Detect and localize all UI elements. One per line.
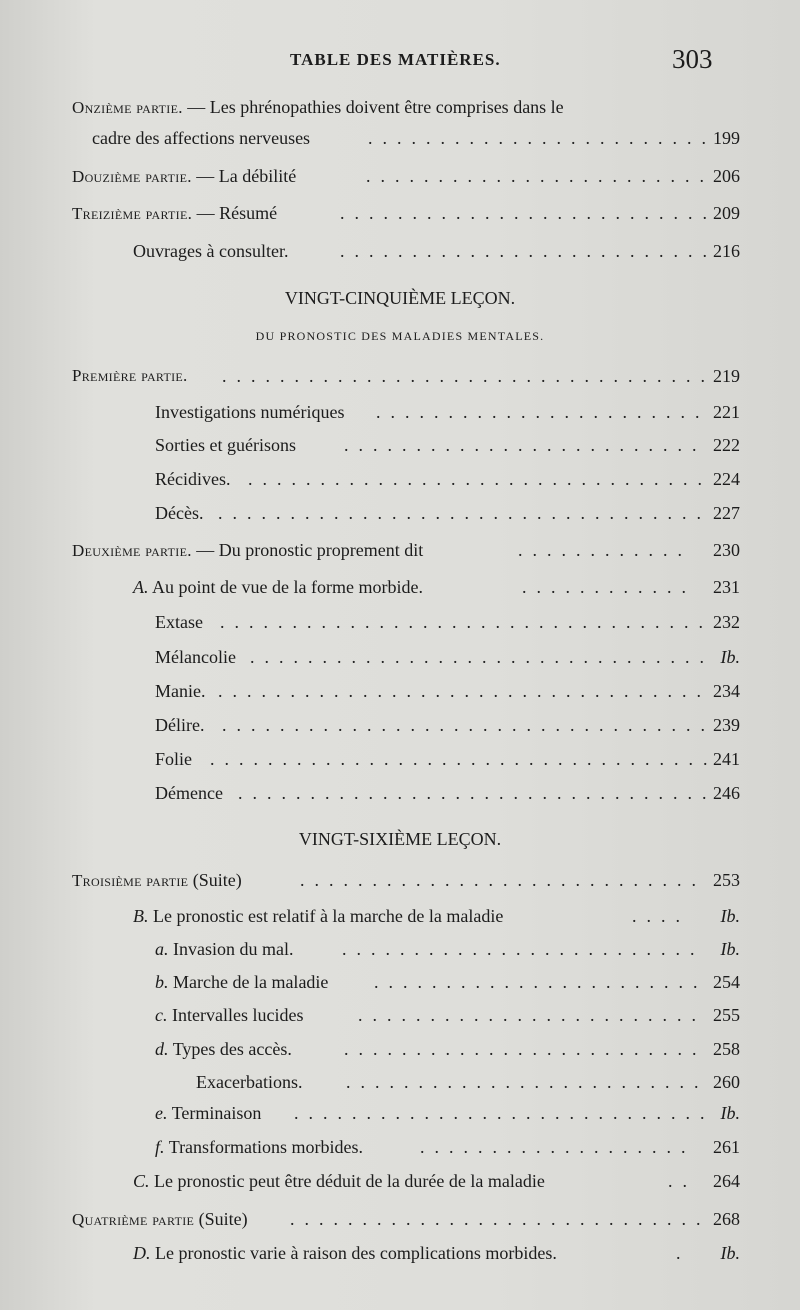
- entry-page: 234: [713, 681, 740, 701]
- entry-page: 219: [713, 366, 740, 386]
- dot-leaders: ........................: [368, 128, 716, 148]
- toc-entry: [0, 781, 800, 811]
- entry-text: Ouvrages à consulter.: [133, 241, 289, 261]
- toc-entry: [0, 645, 800, 675]
- entry-text: Manie.: [155, 681, 206, 701]
- toc-entry: [0, 747, 800, 777]
- part-label: Onzième partie.: [72, 98, 183, 117]
- toc-entry: [0, 679, 800, 709]
- entry-text: Sorties et guérisons: [155, 435, 296, 455]
- lecon-subheading: DU PRONOSTIC DES MALADIES MENTALES.: [255, 329, 545, 343]
- dot-leaders: ................................: [250, 647, 714, 667]
- toc-entry: [0, 1037, 800, 1067]
- dot-leaders: ............: [518, 540, 692, 560]
- dot-leaders: ................................: [248, 469, 712, 489]
- dot-leaders: .................................: [238, 783, 717, 803]
- toc-entry: [0, 1241, 800, 1271]
- toc-entry: [0, 970, 800, 1000]
- entry-text: Intervalles lucides: [172, 1005, 304, 1025]
- entry-label: C.: [133, 1171, 150, 1191]
- entry-page: 241: [713, 749, 740, 769]
- toc-entry: [0, 1207, 800, 1237]
- entry-text: — Du pronostic proprement dit: [196, 540, 424, 560]
- toc-entry: [0, 239, 800, 269]
- entry-page: Ib.: [720, 939, 740, 959]
- entry-page: 222: [713, 435, 740, 455]
- toc-entry-onzieme: [72, 95, 564, 120]
- part-label: Quatrième partie: [72, 1210, 195, 1229]
- entry-text: Le pronostic est relatif à la marche de la maladie: [153, 906, 504, 926]
- entry-text: (Suite): [198, 1209, 248, 1229]
- entry-text: Transformations morbides.: [168, 1137, 364, 1157]
- toc-entry: [0, 1101, 800, 1131]
- toc-entry: [0, 713, 800, 743]
- dot-leaders: ........................: [366, 166, 714, 186]
- entry-label: D.: [133, 1243, 151, 1263]
- entry-text: Le pronostic peut être déduit de la durée de la maladie: [154, 1171, 545, 1191]
- toc-entry: [0, 575, 800, 605]
- entry-page: 268: [713, 1209, 740, 1229]
- toc-entry: [0, 467, 800, 497]
- entry-text: Investigations numériques: [155, 402, 345, 422]
- dot-leaders: .........................: [346, 1072, 709, 1092]
- entry-text: Folie: [155, 749, 193, 769]
- entry-page: Ib.: [720, 906, 740, 926]
- entry-label: d.: [155, 1039, 169, 1059]
- lecon-heading: VINGT-CINQUIÈME LEÇON.: [284, 288, 516, 308]
- entry-text: Types des accès.: [172, 1039, 292, 1059]
- dot-leaders: .......................: [374, 972, 708, 992]
- dot-leaders: ...................................: [210, 749, 718, 769]
- entry-page: 254: [713, 972, 740, 992]
- dot-leaders: .: [676, 1243, 691, 1263]
- entry-page: Ib.: [720, 1243, 740, 1263]
- entry-page: 199: [713, 128, 740, 148]
- entry-label: b.: [155, 972, 169, 992]
- part-label: Troisième partie: [72, 871, 189, 890]
- entry-text: (Suite): [192, 870, 242, 890]
- entry-label: e.: [155, 1103, 168, 1123]
- entry-page: Ib.: [720, 647, 740, 667]
- toc-entry: [0, 501, 800, 531]
- entry-text: Démence: [155, 783, 223, 803]
- dot-leaders: ..................................: [222, 715, 715, 735]
- entry-label: A.: [133, 577, 149, 597]
- dot-leaders: .............................: [290, 1209, 711, 1229]
- page-header: [0, 44, 800, 84]
- entry-page: 246: [713, 783, 740, 803]
- entry-text: Délire.: [155, 715, 205, 735]
- entry-page: 260: [713, 1072, 740, 1092]
- entry-page: 209: [713, 203, 740, 223]
- toc-entry: [0, 164, 800, 194]
- entry-page: 232: [713, 612, 740, 632]
- dot-leaders: ............: [522, 577, 696, 597]
- entry-label: f.: [155, 1137, 165, 1157]
- entry-text: cadre des affections nerveuses: [92, 128, 311, 148]
- lecon-heading: VINGT-SIXIÈME LEÇON.: [298, 829, 502, 849]
- entry-page: 258: [713, 1039, 740, 1059]
- entry-page: 224: [713, 469, 740, 489]
- entry-text: — Résumé: [196, 203, 278, 223]
- dot-leaders: .........................: [344, 435, 707, 455]
- entry-text: Mélancolie: [155, 647, 236, 667]
- part-label: Douzième partie.: [72, 167, 192, 186]
- toc-entry: [0, 201, 800, 231]
- running-title: TABLE DES MATIÈRES.: [290, 50, 501, 69]
- dot-leaders: ........................: [358, 1005, 706, 1025]
- toc-entry-onzieme-continuation: [0, 126, 800, 156]
- entry-page: 253: [713, 870, 740, 890]
- dot-leaders: ..................................: [220, 612, 713, 632]
- entry-text: Marche de la maladie: [173, 972, 329, 992]
- entry-page: 230: [713, 540, 740, 560]
- dot-leaders: ..................................: [222, 366, 715, 386]
- dot-leaders: ..: [668, 1171, 697, 1191]
- part-label: Treizième partie.: [72, 204, 193, 223]
- entry-page: 264: [713, 1171, 740, 1191]
- toc-entry: [0, 937, 800, 967]
- toc-entry: [0, 868, 800, 898]
- part-label: Deuxième partie.: [72, 541, 192, 560]
- toc-entry: [0, 610, 800, 640]
- dot-leaders: ............................: [300, 870, 706, 890]
- entry-text: — La débilité: [196, 166, 297, 186]
- toc-entry: [0, 1070, 800, 1100]
- dot-leaders: .............................: [294, 1103, 715, 1123]
- entry-text: Récidives.: [155, 469, 231, 489]
- toc-entry: [0, 1169, 800, 1199]
- dot-leaders: ..........................: [340, 241, 717, 261]
- toc-entry: [0, 1003, 800, 1033]
- entry-page: 221: [713, 402, 740, 422]
- entry-text: — Les phrénopathies doivent être comprises dans le: [187, 97, 564, 117]
- entry-text: Extase: [155, 612, 203, 632]
- dot-leaders: ..................................: [218, 503, 711, 523]
- entry-text: Terminaison: [171, 1103, 262, 1123]
- toc-entry: [0, 904, 800, 934]
- entry-page: 239: [713, 715, 740, 735]
- dot-leaders: ....: [632, 906, 690, 926]
- dot-leaders: .........................: [342, 939, 705, 959]
- dot-leaders: .......................: [376, 402, 710, 422]
- entry-text: Le pronostic varie à raison des complications morbides.: [155, 1243, 557, 1263]
- toc-entry: [0, 364, 800, 394]
- entry-page: 261: [713, 1137, 740, 1157]
- entry-page: 216: [713, 241, 740, 261]
- dot-leaders: .........................: [344, 1039, 707, 1059]
- dot-leaders: ..........................: [340, 203, 717, 223]
- entry-text: Exacerbations.: [196, 1072, 303, 1092]
- entry-page: 255: [713, 1005, 740, 1025]
- entry-page: 231: [713, 577, 740, 597]
- entry-page: 206: [713, 166, 740, 186]
- toc-entry: [0, 538, 800, 568]
- dot-leaders: ...................: [420, 1137, 696, 1157]
- entry-text: Au point de vue de la forme morbide.: [152, 577, 423, 597]
- entry-page: 227: [713, 503, 740, 523]
- entry-label: c.: [155, 1005, 168, 1025]
- entry-label: B.: [133, 906, 149, 926]
- part-label: Première partie.: [72, 366, 188, 385]
- entry-text: Invasion du mal.: [173, 939, 294, 959]
- toc-entry: [0, 1135, 800, 1165]
- dot-leaders: ..................................: [218, 681, 711, 701]
- page-number: 303: [672, 44, 713, 74]
- toc-entry: [0, 400, 800, 430]
- entry-label: a.: [155, 939, 169, 959]
- entry-text: Décès.: [155, 503, 204, 523]
- entry-page: Ib.: [720, 1103, 740, 1123]
- toc-entry: [0, 433, 800, 463]
